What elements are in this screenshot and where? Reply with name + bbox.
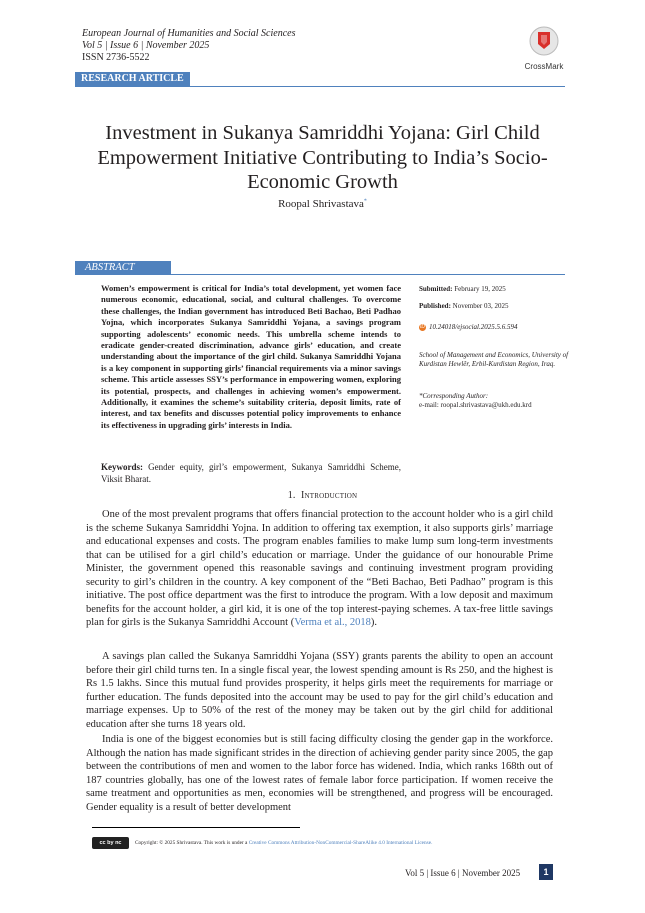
doi-icon: ID [420,323,425,330]
submitted-label: Submitted: [419,285,453,293]
license-link[interactable]: Creative Commons Attribution-NonCommercial-ShareAlike 4.0 International License. [248,840,433,846]
section-number: 1. [287,490,296,501]
paragraph-2: A savings plan called the Sukanya Samriddhi Yojana (SSY) grants parents the ability to open an account before their girl child turns ten. In a single fiscal year, the lowest spending amount is Rs 250, and the highest is Rs 1.5 lakhs. Since this mutual fund provides prosperity, it helps girls meet the requirements for marriage or further education. The funds deposited into the account may be used to pay for the girl child’s education and marriage expenses. Up to 50% of the rest of the money may be taken out by the girl child for additional education after she turns 18 years old. [86,651,553,730]
author-email[interactable]: e-mail: roopal.shrivastava@ukh.edu.krd [419,401,532,409]
crossmark-icon [529,26,559,56]
paragraph-1-end: ). [370,617,378,628]
doi-link[interactable] [419,323,579,332]
journal-name: European Journal of Humanities and Social Sciences [82,28,296,39]
published-value: November 03, 2025 [452,302,509,310]
published-label: Published: [419,302,451,310]
keywords-text: Gender equity, girl’s empowerment, Sukanya Samriddhi Scheme, Viksit Bharat. [101,462,401,485]
crossmark-label: CrossMark [524,62,564,71]
published-date [419,302,579,311]
issn: ISSN 2736-5522 [82,52,150,63]
paragraph-1-text: One of the most prevalent programs that offers financial protection to the account holder who is a girl child is the scheme Sukanya Samriddhi Yojna. In addition to offering tax exemption, it also supports girls’ marriage and educational expenses and costs. The program enables families to make lump sum long-term investments that can be utilised for a girl child’s education or marriage. Under the guidance of our honourable Prime Minister, the government opened this reasonable savings and continuing investment program providing security to girl’s children in the country. A key component of the “Beti Bachao, Beti Padhao” program is this initiative. The post office department was the first to introduce the program. With a low deposit and maximum benefits for the account holder, a girl kid, it is one of the top interest-paying schemes. A tax-free little savings plan for girls is the Sukanya Samriddhi Account ( [86,509,553,628]
author [80,198,565,210]
paragraph-1 [86,508,553,630]
corresponding-label: *Corresponding Author: [419,392,489,400]
keywords [101,461,401,486]
copyright-text: Copyright: © 2025 Shrivastava. This work is under a [135,840,248,846]
cc-license-badge[interactable]: cc by nc [92,837,129,849]
volume-issue: Vol 5 | Issue 6 | November 2025 [82,40,210,51]
crossmark-logo[interactable] [524,26,564,71]
abstract-text: Women’s empowerment is critical for India’s total development, yet women face numerous economic, educational, social, and cultural challenges. To overcome these challenges, the Indian government has introduced Beti Bachao, Beti Padhao Yojna, which incorporates Sukanya Samriddhi Yojana, a savings program supporting adolescents’ economic needs. This umbrella scheme intends to eradicate gender-created discrimination, advance girls’ education, and create understanding about the importance of the girl child. Sukanya Samriddhi Yojana is a key component in supporting girls’ financial requirements via a minor savings scheme. This article assesses SSY’s performance in empowering women, exploring its potential, prospects, and challenges in achieving women’s empowerment. Additionally, it examines the scheme’s suitability criteria, deposit limits, rate of interest, and tax benefits and discusses potential policy improvements to enhance its effectiveness in upgrading girls’ interests in India. [101,283,401,430]
article-type: RESEARCH ARTICLE [75,72,190,86]
doi-value[interactable]: 10.24018/ejsocial.2025.5.6.594 [429,323,518,331]
paragraph-3: India is one of the biggest economies but is still facing difficulty closing the gender gap in the workforce. Although the nation has made significant strides in the direction of achieving gender parity since 2005, the gap between the contributions of men and women to the labor force has widened. India, which ranks 168th out of 187 countries globally, has one of the lowest rates of female labor force participation. If women receive the same treatment and opportunities as men, economies will be strengthened, and progress will be encouraged. Gender equality is a result of better development [86,734,553,813]
abstract-label: ABSTRACT [75,261,171,274]
author-name: Roopal Shrivastava [278,198,364,210]
section-heading [80,490,565,501]
citation-link[interactable]: Verma et al., 2018 [294,617,371,628]
submitted-value: February 19, 2025 [454,285,506,293]
affiliation: School of Management and Economics, University of Kurdistan Hewlêr, Erbil-Kurdistan Region, Iraq. [419,351,569,369]
article-title: Investment in Sukanya Samriddhi Yojana: Girl Child Empowerment Initiative Contributing to India’s Socio-Economic Growth [97,122,548,193]
footer-volume: Vol 5 | Issue 6 | November 2025 [405,868,521,878]
keywords-label: Keywords: [101,462,143,472]
section-title: Introduction [301,490,358,501]
footnote-rule [92,827,300,828]
copyright-notice [135,839,432,847]
page-number: 1 [539,864,553,880]
author-mark: * [363,198,367,205]
submitted-date [419,285,579,294]
